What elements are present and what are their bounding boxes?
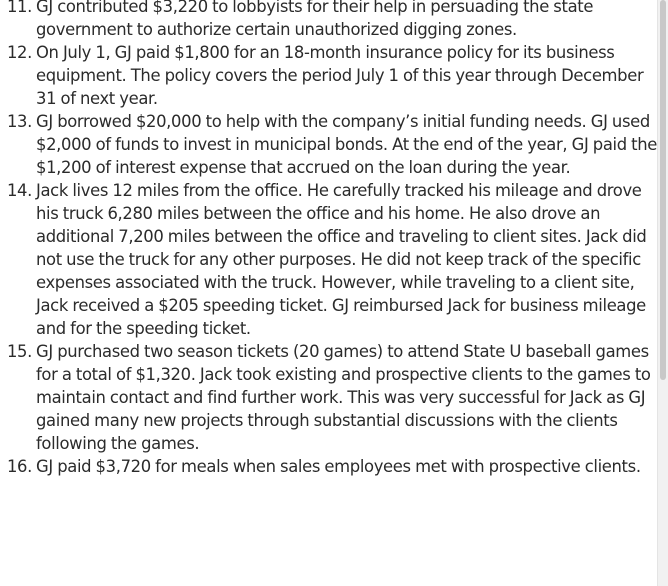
item-text: GJ contributed $3,220 to lobbyists for their help in persuading the state government to authorize certain unauthorized digging zones. — [36, 0, 594, 39]
item-number: 14. — [6, 181, 32, 200]
item-text: On July 1, GJ paid $1,800 for an 18-month insurance policy for its business equipment. The policy covers the period July 1 of this year through December 31 of next year. — [36, 43, 644, 108]
item-number: 15. — [6, 342, 32, 361]
item-text: GJ paid $3,720 for meals when sales employees met with prospective clients. — [36, 457, 641, 476]
scrollbar-thumb[interactable] — [660, 0, 666, 380]
list-item-16 — [0, 455, 658, 478]
item-number: 12. — [6, 43, 32, 62]
item-text: Jack lives 12 miles from the office. He carefully tracked his mileage and drove his truck 6,280 miles between the office and his home. He also drove an additional 7,200 miles between the office and traveling to client sites. Jack did not use the truck for any other purposes. He did not keep track of the specific expenses associated with the truck. However, while traveling to a client site, Jack received a $205 speeding ticket. GJ reimbursed Jack for business mileage and for the speeding ticket. — [36, 181, 647, 338]
item-number: 16. — [6, 457, 32, 476]
vertical-scrollbar[interactable] — [657, 0, 668, 586]
item-text: GJ borrowed $20,000 to help with the company’s initial funding needs. GJ used $2,000 of funds to invest in municipal bonds. At the end of the year, GJ paid the $1,200 of interest expense that accrued on the loan during the year. — [36, 112, 658, 177]
list-item-12 — [0, 41, 658, 110]
list-item-13 — [0, 110, 658, 179]
item-number: 13. — [6, 112, 32, 131]
list-item-11 — [0, 0, 658, 41]
list-item-14 — [0, 179, 658, 340]
item-number: 11. — [6, 0, 32, 16]
list-item-15 — [0, 340, 658, 455]
item-text: GJ purchased two season tickets (20 games) to attend State U baseball games for a total of $1,320. Jack took existing and prospective clients to the games to maintain contact and find further work. This was very successful for Jack as GJ gained many new projects through substantial discussions with the clients following the games. — [36, 342, 651, 453]
